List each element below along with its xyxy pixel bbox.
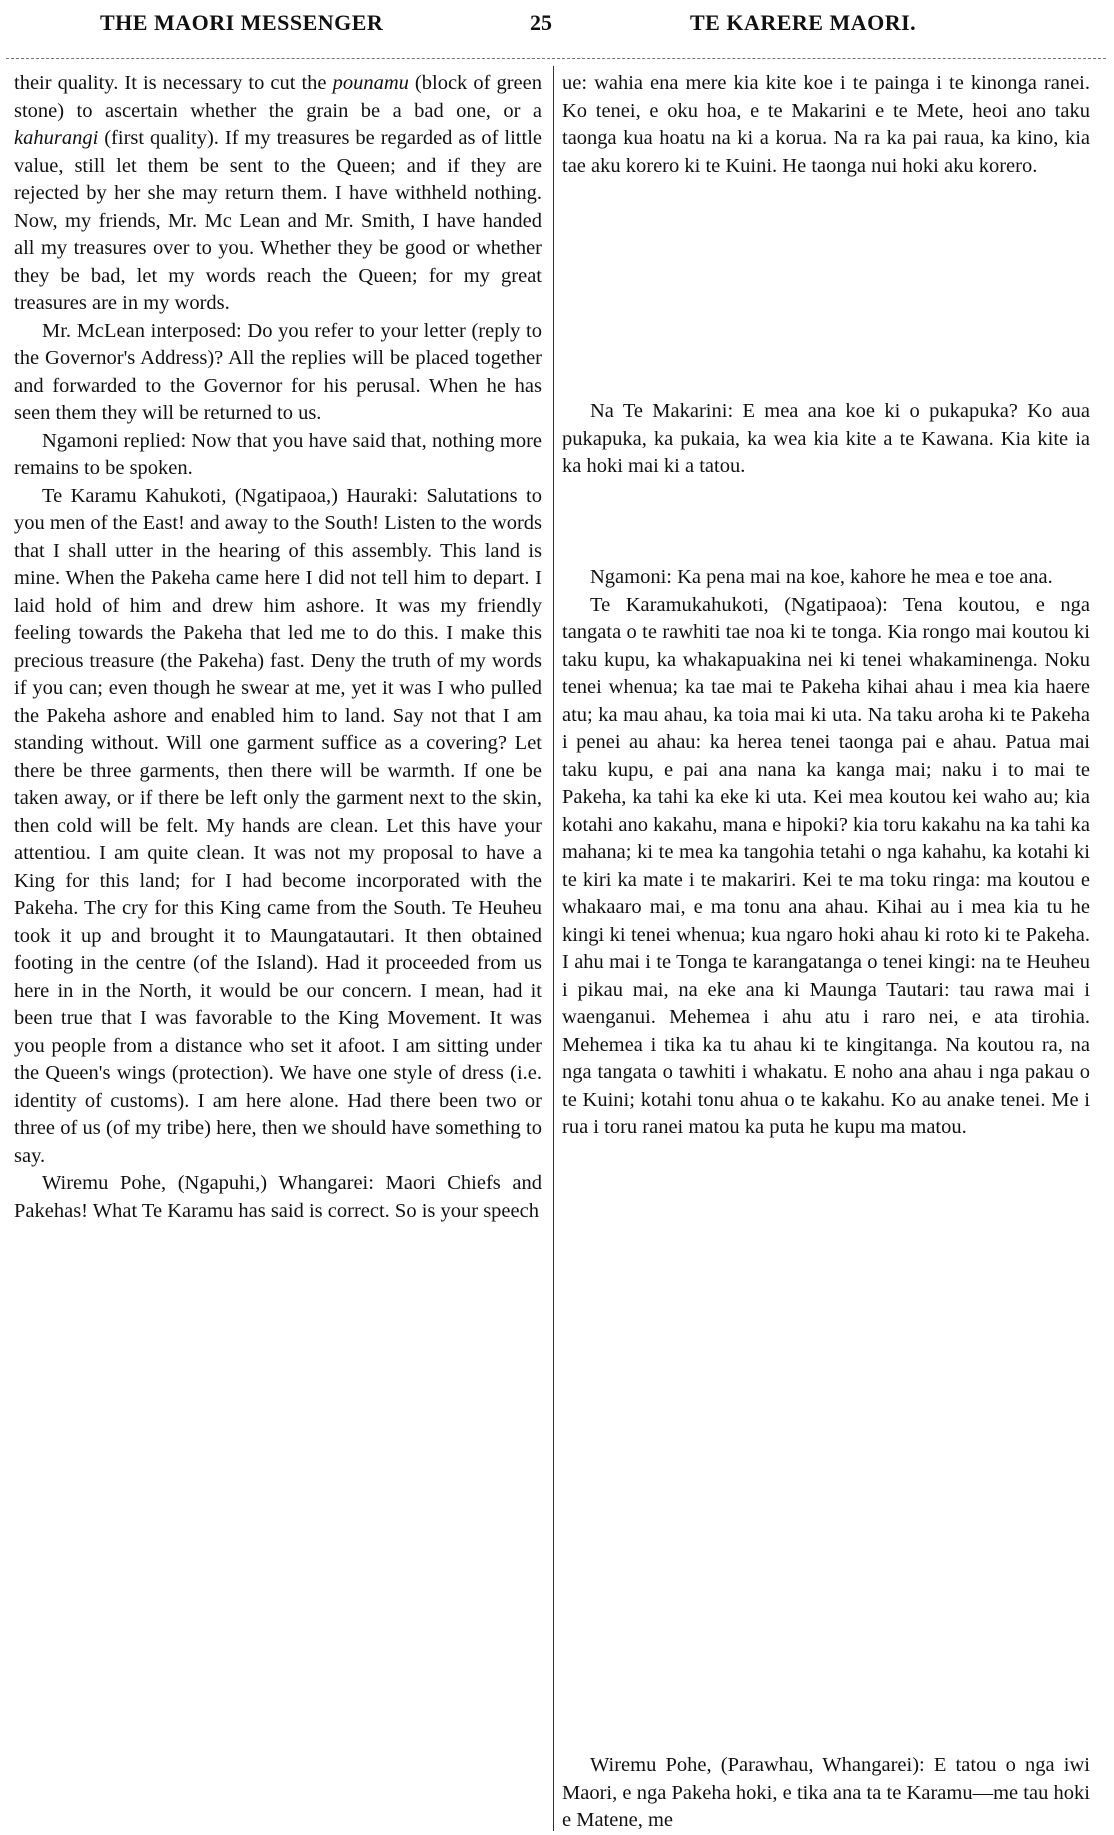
maori-paragraph-makarini-block (562, 398, 1090, 481)
maori-paragraph-te-karamu: Te Karamukahukoti, (Ngatipaoa): Tena koutou, e nga tangata o te rawhiti tae noa ki te tonga. Kia rongo mai koutou ki taku kupu, ka whakapuakina nei ki tenei whakaminenga. Noku tenei whenua; ka tae mai te Pakeha kihai ahau i mea kia haere atu; ka mau ahau, ka toia mai ki uta. Na taku aroha ki te Pakeha i penei au ahau: ka herea tenei taonga pai e ahau. Patua mai taku kupu, e pai ana nana ka kanga mai; naku i to mai te Pakeha, ka tahi ka eke ki uta. Kei mea koutou kei waho au; kia kotahi ano kakahu, mana e hipoki? kia toru kakahu na ka tahi ka mahana; ki te mea ka tangohia tetahi o nga kahahu, ka kotahi ki te kiri ka mate i te makariri. Kei te ma toku ringa: ma koutou e whakaaro mai, e ma tonu ana ahau. Kihai au i mea kia tu he kingi ki tenei whenua; kua ngaro hoki ahau ki roto ki te Pakeha. I ahu mai i te Tonga te karangatanga o tenei kingi: na te Heuheu i pikau mai, na eke ana ki Maunga Tautari: tau rawa mai i waenganui. Mehemea i ahu atu i raro nei, e ata tirohia. Mehemea i tika ka tu ahau ki te kingitanga. Na koutou ra, na nga tangata o tawhiti i whakatu. E noho ana ahau i nga pakau o te Kuini; kotahi tonu ahua o te kakahu. Ko au anake tenei. Me i rua i toru ranei matou ka puta he kupu ma matou. (562, 593, 1090, 1138)
english-column (14, 70, 542, 1225)
maori-paragraph-ngamoni-block (562, 564, 1090, 1142)
text-span: (first quality). If my treasures be regarded as of little value, still let them be sent to the Queen; and if they are rejected by her she may return them. I have withheld nothing. Now, my friends, Mr. Mc Lean and Mr. Smith, I have handed all my treasures over to you. Whether they be good or whether they be bad, let my words reach the Queen; for my great treasures are in my words. (14, 127, 542, 314)
text-span: their quality. It is necessary to cut the (14, 72, 333, 94)
paragraph-te-karamu: Te Karamu Kahukoti, (Ngatipaoa,) Hauraki: Salutations to you men of the East! and away to the South! Listen to the words that I shall utter in the hearing of this assembly. This land is mine. When the Pakeha came here I did not tell him to depart. I laid hold of him and drew him ashore. It was my friendly feeling towards the Pakeha that led me to do this. I make this precious treasure (the Pakeha) fast. Deny the truth of my words if you can; even though he swear at me, yet it was I who pulled the Pakeha ashore and enabled him to land. Say not that I am standing without. Will one garment suffice as a covering? Let there be three garments, then there will be warmth. If one be taken away, or if there be left only the garment next to the skin, then cold will be felt. My hands are clean. Let this have your attentiou. I am quite clean. It was not my proposal to have a King for this land; for I had become incorporated with the Pakeha. The cry for this King came from the South. Te Heuheu took it up and brought it to Maungatautari. It then obtained footing in the centre (of the Island). Had it proceeded from us here in in the North, it would be our concern. I mean, had it been true that I was favorable to the King Movement. It was you people from a distance who set it afoot. I am sitting under the Queen's wings (protection). We have one style of dress (i.e. identity of customs). I am here alone. Had there been two or three of us (of my tribe) here, then we should have something to say. (14, 484, 542, 1167)
maori-paragraph-wiremu-pohe: Wiremu Pohe, (Parawhau, Whangarei): E tatou o nga iwi Maori, e nga Pakeha hoki, e tika ana ta te Karamu—me tau hoki e Matene, me (562, 1754, 1090, 1831)
paragraph-wiremu-pohe: Wiremu Pohe, (Ngapuhi,) Whangarei: Maori Chiefs and Pakehas! What Te Karamu has said is correct. So is your speech (14, 1172, 542, 1222)
maori-paragraph-treasures: ue: wahia ena mere kia kite koe i te painga i te kinonga ranei. Ko tenei, e oku hoa, e te Makarini e te Mete, heoi ano taku taonga kua hoatu na ki a korua. Na ra ka pai raua, ka kino, kia tae aku korero ki te Kuini. He taonga nui hoki aku korero. (562, 72, 1090, 177)
text-span: (block of green stone) to ascertain whether the grain be a bad one, or a (14, 72, 542, 122)
page-number: 25 (530, 10, 552, 35)
header-maori-title: TE KARERE MAORI. (690, 10, 917, 35)
column-divider (553, 66, 554, 1831)
paragraph-treasures (14, 70, 542, 318)
maori-paragraph-ngamoni: Ngamoni: Ka pena mai na koe, kahore he mea e toe ana. (590, 566, 1053, 588)
page-header (0, 0, 1114, 56)
header-rule (6, 58, 1106, 59)
italic-term-kahurangi: kahurangi (14, 127, 99, 149)
italic-term-pounamu: pounamu (332, 72, 409, 94)
header-english-title: THE MAORI MESSENGER (100, 10, 384, 35)
maori-paragraph-makarini: Na Te Makarini: E mea ana koe ki o pukapuka? Ko aua pukapuka, ka pukaia, ka wea kia kite a te Kawana. Kia kite ia ka hoki mai ki a tatou. (562, 400, 1090, 477)
paragraph-ngamoni: Ngamoni replied: Now that you have said that, nothing more remains to be spoken. (14, 429, 542, 479)
maori-paragraph-treasures-block (562, 70, 1090, 180)
maori-paragraph-wiremu-pohe-block (562, 1752, 1090, 1835)
paragraph-mclean: Mr. McLean interposed: Do you refer to your letter (reply to the Governor's Address)? All the replies will be placed together and forwarded to the Governor for his perusal. When he has seen them they will be returned to us. (14, 319, 542, 424)
